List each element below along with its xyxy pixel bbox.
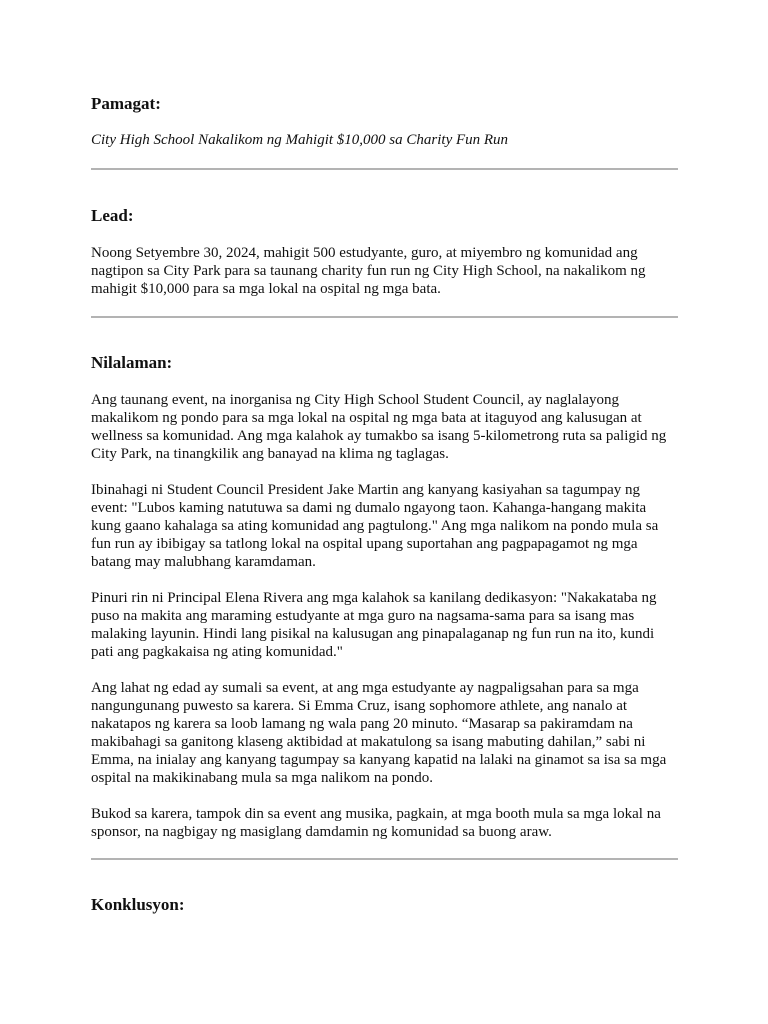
body-paragraph-4: Ang lahat ng edad ay sumali sa event, at ang mga estudyante ay nagpaligsahan para sa mga nangungunang puwesto sa karera. Si Emma Cruz, isang sophomore athlete, ang nanalo at nakatapos ng karera sa loob lamang ng wala pang 20 minuto. “Masarap sa pakiramdam na makibahagi sa ganitong klaseng aktibidad at makatulong sa isang mabuting dahilan,” sabi ni Emma, na inialay ang kanyang tagumpay sa kanyang kapatid na lalaki na ginamot sa isa sa mga ospital na makikinabang mula sa mga nalikom na pondo. [91,680,667,786]
body-heading: Nilalaman: [91,353,173,372]
article-title: City High School Nakalikom ng Mahigit $10,000 sa Charity Fun Run [91,132,509,148]
body-paragraph-3: Pinuri rin ni Principal Elena Rivera ang mga kalahok sa kanilang dedikasyon: "Nakakataba ng puso na makita ang maraming estudyante at mga guro na nagsama-sama para sa isang mas malaking layunin. Hindi lang pisikal na kalusugan ang pinapalaganap ng fun run na ito, kundi pati ang pagkakaisa ng ating komunidad." [91,590,657,660]
section-divider [91,316,678,318]
conclusion-heading: Konklusyon: [91,895,185,914]
section-divider [91,168,678,170]
lead-paragraph: Noong Setyembre 30, 2024, mahigit 500 estudyante, guro, at miyembro ng komunidad ang nagtipon sa City Park para sa taunang charity fun run ng City High School, na nakalikom ng mahigit $10,000 para sa mga lokal na ospital ng mga bata. [91,245,646,297]
title-heading: Pamagat: [91,94,161,113]
lead-heading: Lead: [91,206,134,225]
body-paragraph-5: Bukod sa karera, tampok din sa event ang musika, pagkain, at mga booth mula sa mga lokal na sponsor, na nagbigay ng masiglang damdamin ng komunidad sa buong araw. [91,806,661,840]
body-paragraph-1: Ang taunang event, na inorganisa ng City High School Student Council, ay naglalayong makalikom ng pondo para sa mga lokal na ospital ng mga bata at itaguyod ang kalusugan at wellness sa komunidad. Ang mga kalahok ay tumakbo sa isang 5-kilometrong ruta sa paligid ng City Park, na tinangkilik ang banayad na klima ng taglagas. [91,392,667,462]
body-paragraph-2: Ibinahagi ni Student Council President Jake Martin ang kanyang kasiyahan sa tagumpay ng event: "Lubos kaming natutuwa sa dami ng dumalo ngayong taon. Kahanga-hangang makita kung gaano kahalaga sa ating komunidad ang pagtulong." Ang mga nalikom na pondo mula sa fun run ay ibibigay sa tatlong lokal na ospital upang suportahan ang pagpapagamot ng mga batang may malubhang karamdaman. [91,482,659,570]
section-divider [91,858,678,860]
